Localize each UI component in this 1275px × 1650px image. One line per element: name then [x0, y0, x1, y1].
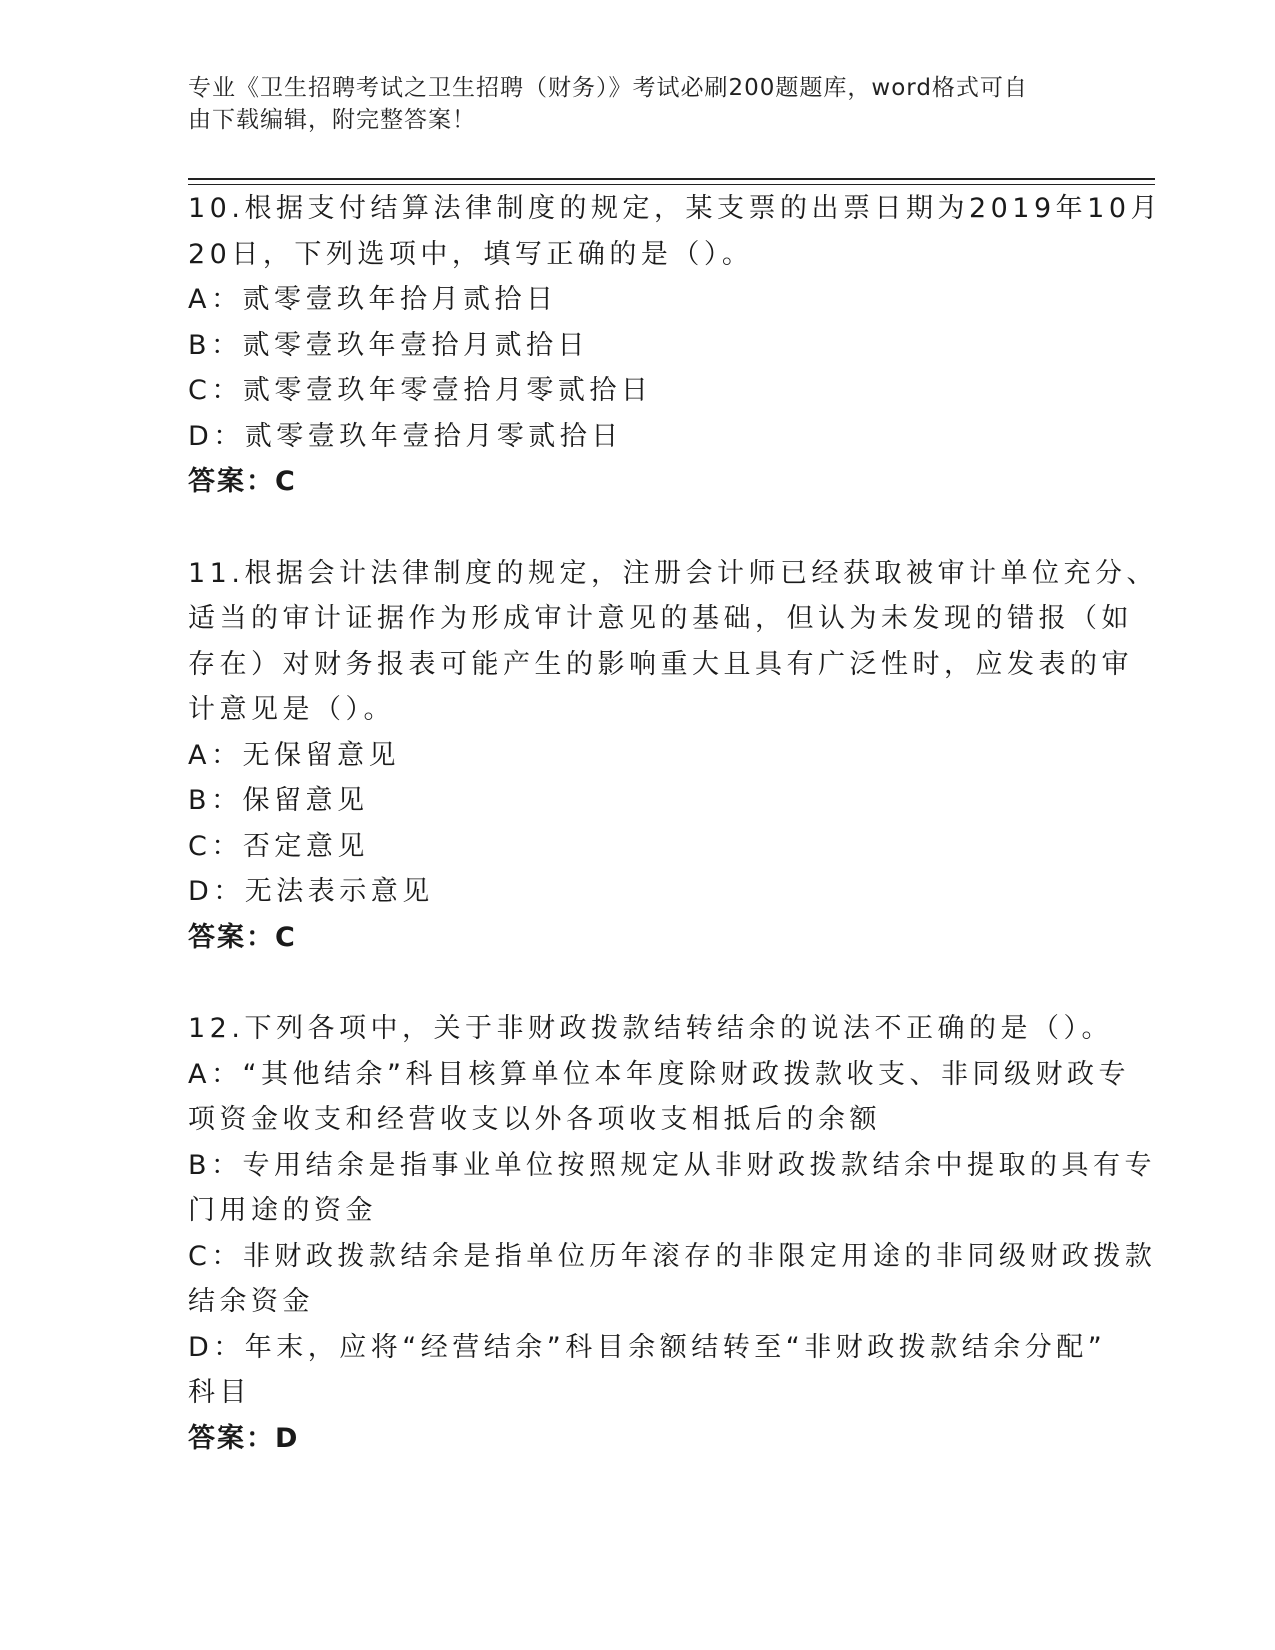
question-stem-line: 10.根据支付结算法律制度的规定，某支票的出票日期为2019年10月 [188, 193, 1163, 224]
question-stem-line: 适当的审计证据作为形成审计意见的基础，但认为未发现的错报（如 [188, 603, 1133, 634]
option-line: B：专用结余是指事业单位按照规定从非财政拨款结余中提取的具有专 [188, 1149, 1157, 1181]
option-line: D：贰零壹玖年壹拾月零贰拾日 [188, 420, 623, 452]
question-spacer [188, 505, 1088, 551]
header-line-2: 由下载编辑，附完整答案！ [188, 107, 476, 133]
question-stem-line: 11.根据会计法律制度的规定，注册会计师已经获取被审计单位充分、 [188, 557, 1158, 589]
header-line-1: 专业《卫生招聘考试之卫生招聘（财务）》考试必刷200题题库，word格式可自 [188, 75, 1028, 101]
option-line: 项资金收支和经营收支以外各项收支相抵后的余额 [188, 1104, 881, 1135]
question-block [188, 186, 1163, 505]
question-spacer [188, 960, 1088, 1006]
question-stem-line: 计意见是（）。 [188, 694, 395, 725]
answer-line: 答案：D [188, 1422, 300, 1454]
header-rule-thick [188, 178, 1155, 180]
header-rule-thin [188, 184, 1155, 185]
option-line: 科目 [188, 1377, 251, 1408]
question-stem-line: 存在）对财务报表可能产生的影响重大且具有广泛性时，应发表的审 [188, 648, 1133, 680]
question-list [188, 186, 1163, 1461]
option-line: A：贰零壹玖年拾月贰拾日 [188, 284, 558, 315]
option-line: D：无法表示意见 [188, 876, 434, 907]
question-block [188, 551, 1158, 961]
option-line: B：贰零壹玖年壹拾月贰拾日 [188, 329, 590, 361]
option-line: C：否定意见 [188, 830, 369, 862]
option-line: D：年末，应将“经营结余”科目余额结转至“非财政拨款结余分配” [188, 1331, 1107, 1363]
answer-line: 答案：C [188, 466, 297, 497]
answer-line: 答案：C [188, 921, 297, 953]
question-stem-line: 20日，下列选项中，填写正确的是（）。 [188, 238, 754, 270]
option-line: C：贰零壹玖年零壹拾月零贰拾日 [188, 375, 653, 406]
document-header [188, 72, 1068, 136]
option-line: A：“其他结余”科目核算单位本年度除财政拨款收支、非同级财政专 [188, 1058, 1130, 1090]
question-stem-line: 12.下列各项中，关于非财政拨款结转结余的说法不正确的是（）。 [188, 1013, 1113, 1044]
option-line: 门用途的资金 [188, 1195, 377, 1226]
option-line: A：无保留意见 [188, 739, 400, 771]
option-line: C：非财政拨款结余是指单位历年滚存的非限定用途的非同级财政拨款 [188, 1240, 1157, 1272]
option-line: 结余资金 [188, 1286, 314, 1317]
question-block [188, 1006, 1157, 1461]
option-line: B：保留意见 [188, 785, 369, 816]
